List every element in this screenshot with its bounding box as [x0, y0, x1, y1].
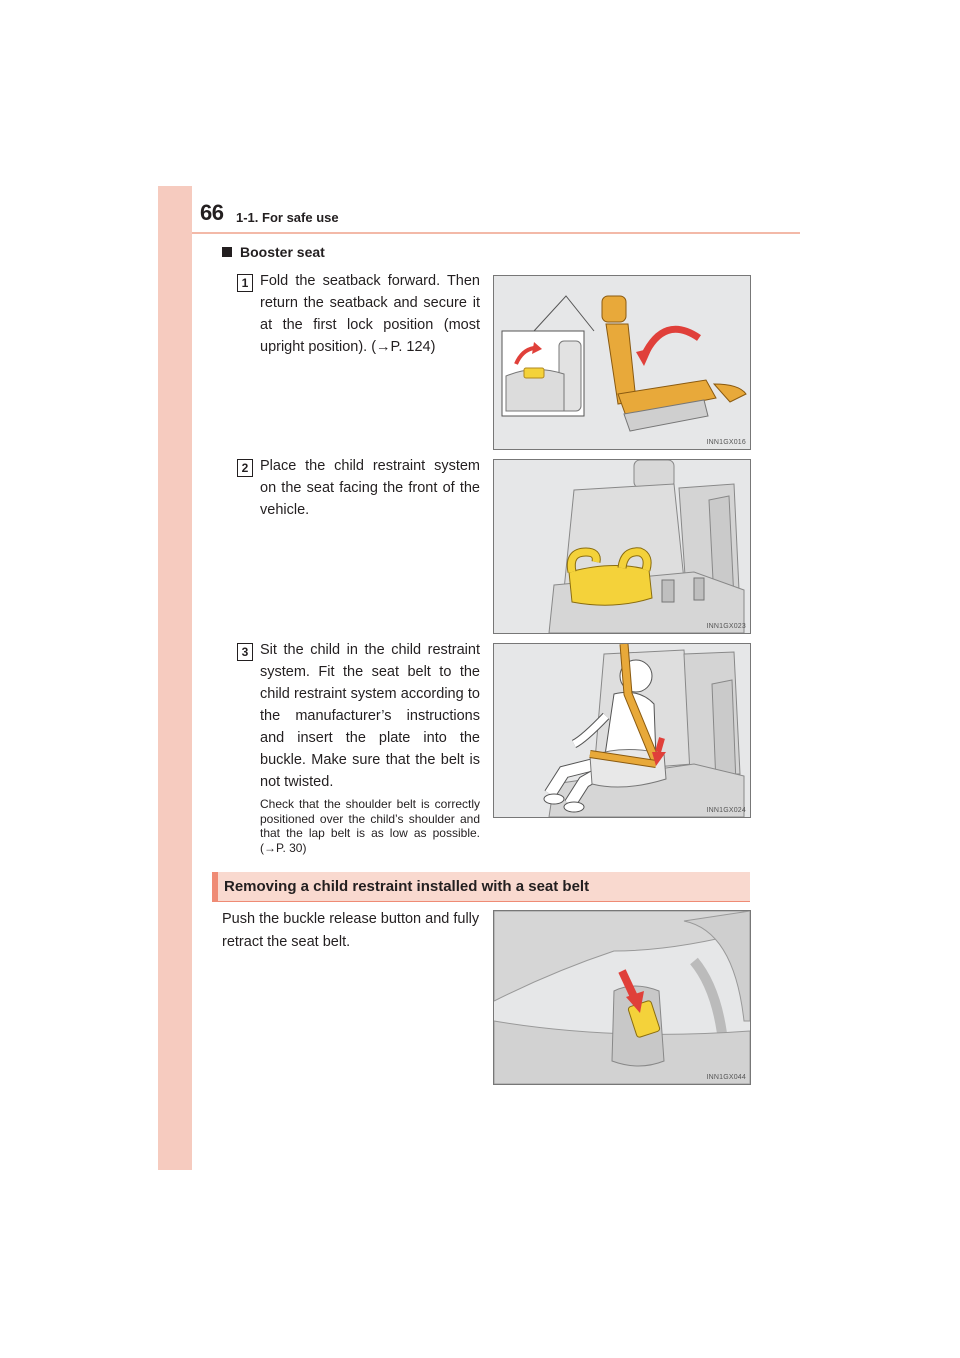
step-1-text: Fold the seatback forward. Then return the seatback and secure it at the first lock position (most upright position). (→P. 124): [260, 273, 480, 355]
step-3-badge: 3: [237, 643, 253, 661]
step-1-badge: 1: [237, 274, 253, 292]
figure-code: INN1GX024: [706, 807, 746, 814]
figure-code: INN1GX016: [706, 439, 746, 446]
figure-code: INN1GX023: [706, 623, 746, 630]
removing-instructions: Push the buckle release button and fully retract the seat belt.: [222, 911, 480, 950]
figure-place-booster: [493, 459, 751, 634]
removing-section-title-bar: [212, 872, 750, 902]
figure-buckle-release: [493, 910, 751, 1085]
step-2-badge: 2: [237, 459, 253, 477]
section-header: 1-1. For safe use: [236, 210, 339, 225]
page-number: 66: [200, 200, 224, 225]
chapter-sidebar: [158, 186, 192, 1170]
booster-seat-heading: [222, 244, 325, 260]
figure-fold-seatback: [493, 275, 751, 450]
header-divider: [192, 232, 800, 234]
step-2-text: Place the child restraint system on the seat facing the front of the vehicle.: [260, 458, 480, 518]
figure-code: INN1GX044: [706, 1074, 746, 1081]
step-3-text: Sit the child in the child restraint system. Fit the seat belt to the child restraint system according to the manufacturer’s instructions and insert the plate into the buckle. Make sure that the belt is not twisted.: [260, 642, 480, 790]
section-title: Removing a child restraint installed with a seat belt: [224, 878, 590, 895]
step-3-note: Check that the shoulder belt is correctly positioned over the child’s shoulder and that the lap belt is as low as possible. (→P. 30): [260, 797, 480, 855]
square-bullet-icon: [222, 247, 232, 257]
heading-text: Booster seat: [240, 244, 325, 260]
figure-fit-seat-belt: [493, 643, 751, 818]
